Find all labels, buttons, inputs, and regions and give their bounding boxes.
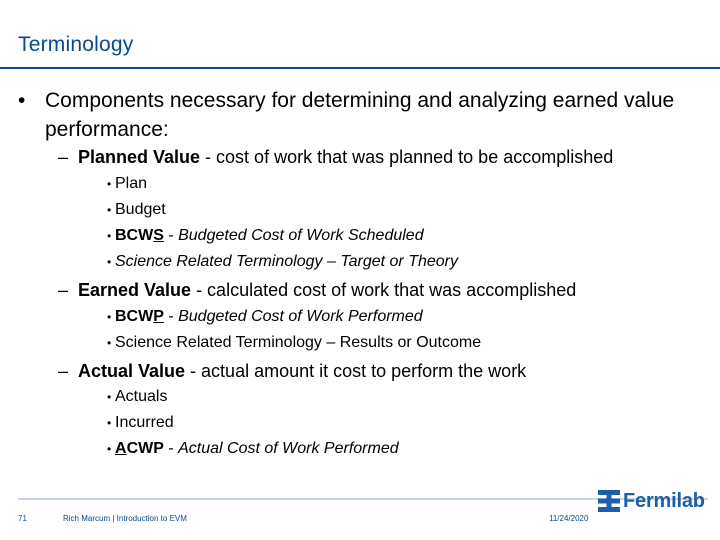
footer-author: Rich Marcum | Introduction to EVM xyxy=(63,514,187,523)
planned-value-desc: - cost of work that was planned to be accomplished xyxy=(200,147,614,167)
bcwp-sep: - xyxy=(163,308,179,325)
actuals-label: Actuals xyxy=(115,388,168,405)
earned-science-term: Science Related Terminology – Results or Outcome xyxy=(115,334,482,351)
bcwp-definition: Budgeted Cost of Work Performed xyxy=(178,308,423,325)
bullet-icon: • xyxy=(107,255,112,269)
actual-sub-item xyxy=(107,439,399,459)
page-title: Terminology xyxy=(18,33,134,56)
fermilab-icon xyxy=(598,490,620,512)
bcws-abbrev: BCW xyxy=(115,227,154,244)
bullet-icon: • xyxy=(107,336,112,350)
page-number: 71 xyxy=(18,514,27,523)
fermilab-logo xyxy=(598,488,705,514)
actual-value-desc: - actual amount it cost to perform the work xyxy=(185,361,527,381)
earned-value-item xyxy=(58,279,576,301)
planned-science-term: Science Related Terminology – Target or Theory xyxy=(115,253,458,270)
actual-sub-item xyxy=(107,387,168,407)
logo-text: Fermilab xyxy=(623,489,705,512)
dash-icon: – xyxy=(58,147,69,167)
earned-value-desc: - calculated cost of work that was accomplished xyxy=(191,280,577,300)
planned-value-item xyxy=(58,146,613,168)
plan-label: Plan xyxy=(115,175,148,192)
acwp-abbrev: CWP xyxy=(126,440,164,457)
actual-sub-item xyxy=(107,413,174,433)
title-divider xyxy=(0,67,720,69)
planned-sub-item xyxy=(107,174,148,194)
footer-date: 11/24/2020 xyxy=(549,514,589,523)
bcwp-abbrev-underlined: P xyxy=(153,308,164,325)
dash-icon: – xyxy=(58,280,69,300)
bullet-icon: • xyxy=(107,442,112,456)
planned-sub-item xyxy=(107,252,458,272)
intro-bullet xyxy=(18,86,708,144)
bullet-icon: • xyxy=(107,390,112,404)
bcws-definition: Budgeted Cost of Work Scheduled xyxy=(178,227,424,244)
planned-sub-item xyxy=(107,226,424,246)
bullet-icon: • xyxy=(107,416,112,430)
acwp-sep: - xyxy=(163,440,179,457)
bullet-icon: • xyxy=(107,203,112,217)
incurred-label: Incurred xyxy=(115,414,174,431)
earned-value-term: Earned Value xyxy=(78,280,192,300)
budget-label: Budget xyxy=(115,201,166,218)
bullet-icon: • xyxy=(107,229,112,243)
planned-value-term: Planned Value xyxy=(78,147,201,167)
planned-sub-item xyxy=(107,200,166,220)
bcws-sep: - xyxy=(163,227,179,244)
actual-value-item xyxy=(58,360,526,382)
earned-sub-item xyxy=(107,307,423,327)
earned-sub-item xyxy=(107,333,482,353)
bullet-icon: • xyxy=(107,177,112,191)
bullet-icon: • xyxy=(18,89,26,112)
dash-icon: – xyxy=(58,361,69,381)
bcwp-abbrev: BCW xyxy=(115,308,154,325)
acwp-definition: Actual Cost of Work Performed xyxy=(178,440,399,457)
bullet-icon: • xyxy=(107,310,112,324)
actual-value-term: Actual Value xyxy=(78,361,186,381)
acwp-abbrev-underlined: A xyxy=(115,440,127,457)
intro-text: Components necessary for determining and analyzing earned value performance: xyxy=(45,89,675,141)
bcws-abbrev-underlined: S xyxy=(153,227,164,244)
